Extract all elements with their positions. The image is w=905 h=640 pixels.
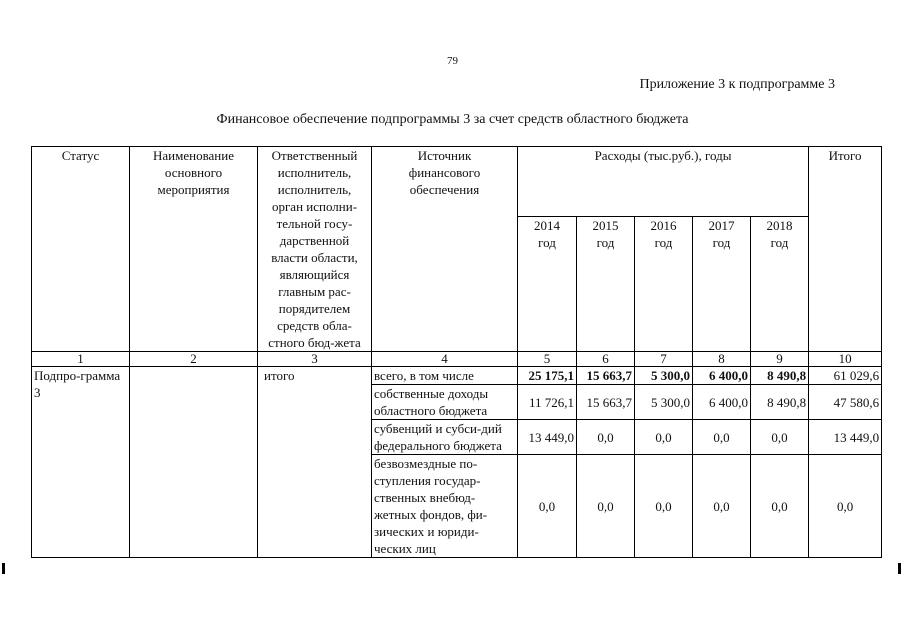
- column-number: 4: [372, 352, 518, 367]
- value-cell: 0,0: [693, 420, 751, 455]
- page-number: 79: [447, 55, 458, 67]
- value-cell: 5 300,0: [635, 385, 693, 420]
- table-row: [32, 367, 882, 385]
- header-year-2015: 2015 год: [577, 216, 635, 351]
- column-number: 1: [32, 352, 130, 367]
- value-cell: 0,0: [751, 455, 809, 558]
- value-cell: 8 490,8: [751, 385, 809, 420]
- value-cell: 25 175,1: [518, 367, 577, 385]
- value-cell: 0,0: [751, 420, 809, 455]
- source-cell: субвенций и субси-дий федерального бюджета: [372, 420, 518, 455]
- value-cell: 5 300,0: [635, 367, 693, 385]
- column-number: 8: [693, 352, 751, 367]
- header-responsible: Ответственный исполнитель, исполнитель, орган исполни-тельной госу-дарственной власти области, являющийся главным рас-порядителем средств обла-стного бюд-жета: [258, 147, 372, 352]
- column-number: 6: [577, 352, 635, 367]
- column-number: 7: [635, 352, 693, 367]
- status-cell: Подпро-грамма 3: [32, 367, 130, 558]
- column-number: 3: [258, 352, 372, 367]
- total-cell: 0,0: [809, 455, 882, 558]
- document-title: Финансовое обеспечение подпрограммы 3 за счет средств областного бюджета: [216, 112, 689, 127]
- value-cell: 6 400,0: [693, 385, 751, 420]
- value-cell: 11 726,1: [518, 385, 577, 420]
- source-cell: безвозмездные по-ступления государ-ственных внебюд-жетных фондов, фи-зических и юриди-ческих лиц: [372, 455, 518, 558]
- main-activity-cell: [130, 367, 258, 558]
- appendix-label: Приложение 3 к подпрограмме 3: [639, 77, 835, 92]
- total-cell: 13 449,0: [809, 420, 882, 455]
- scan-edge-mark: [898, 563, 901, 574]
- value-cell: 6 400,0: [693, 367, 751, 385]
- value-cell: 0,0: [635, 420, 693, 455]
- header-source: Источник финансового обеспечения: [372, 147, 518, 352]
- value-cell: 0,0: [635, 455, 693, 558]
- header-row: [32, 147, 882, 217]
- header-year-2017: 2017 год: [693, 216, 751, 351]
- header-year-2014: 2014 год: [518, 216, 577, 351]
- budget-table: [31, 146, 882, 558]
- value-cell: 15 663,7: [577, 385, 635, 420]
- value-cell: 13 449,0: [518, 420, 577, 455]
- column-number: 9: [751, 352, 809, 367]
- scan-edge-mark: [2, 563, 5, 574]
- header-total: Итого: [809, 147, 882, 352]
- total-cell: 61 029,6: [809, 367, 882, 385]
- header-status: Статус: [32, 147, 130, 352]
- header-expenses: Расходы (тыс.руб.), годы: [518, 147, 809, 217]
- header-year-2018: 2018 год: [751, 216, 809, 351]
- value-cell: 0,0: [577, 420, 635, 455]
- value-cell: 8 490,8: [751, 367, 809, 385]
- column-number-row: [32, 352, 882, 367]
- source-cell: собственные доходы областного бюджета: [372, 385, 518, 420]
- header-year-2016: 2016 год: [635, 216, 693, 351]
- value-cell: 0,0: [518, 455, 577, 558]
- value-cell: 0,0: [693, 455, 751, 558]
- value-cell: 0,0: [577, 455, 635, 558]
- header-name: Наименование основного мероприятия: [130, 147, 258, 352]
- column-number: 5: [518, 352, 577, 367]
- value-cell: 15 663,7: [577, 367, 635, 385]
- column-number: 10: [809, 352, 882, 367]
- total-cell: 47 580,6: [809, 385, 882, 420]
- column-number: 2: [130, 352, 258, 367]
- responsible-cell: итого: [258, 367, 372, 558]
- source-cell: всего, в том числе: [372, 367, 518, 385]
